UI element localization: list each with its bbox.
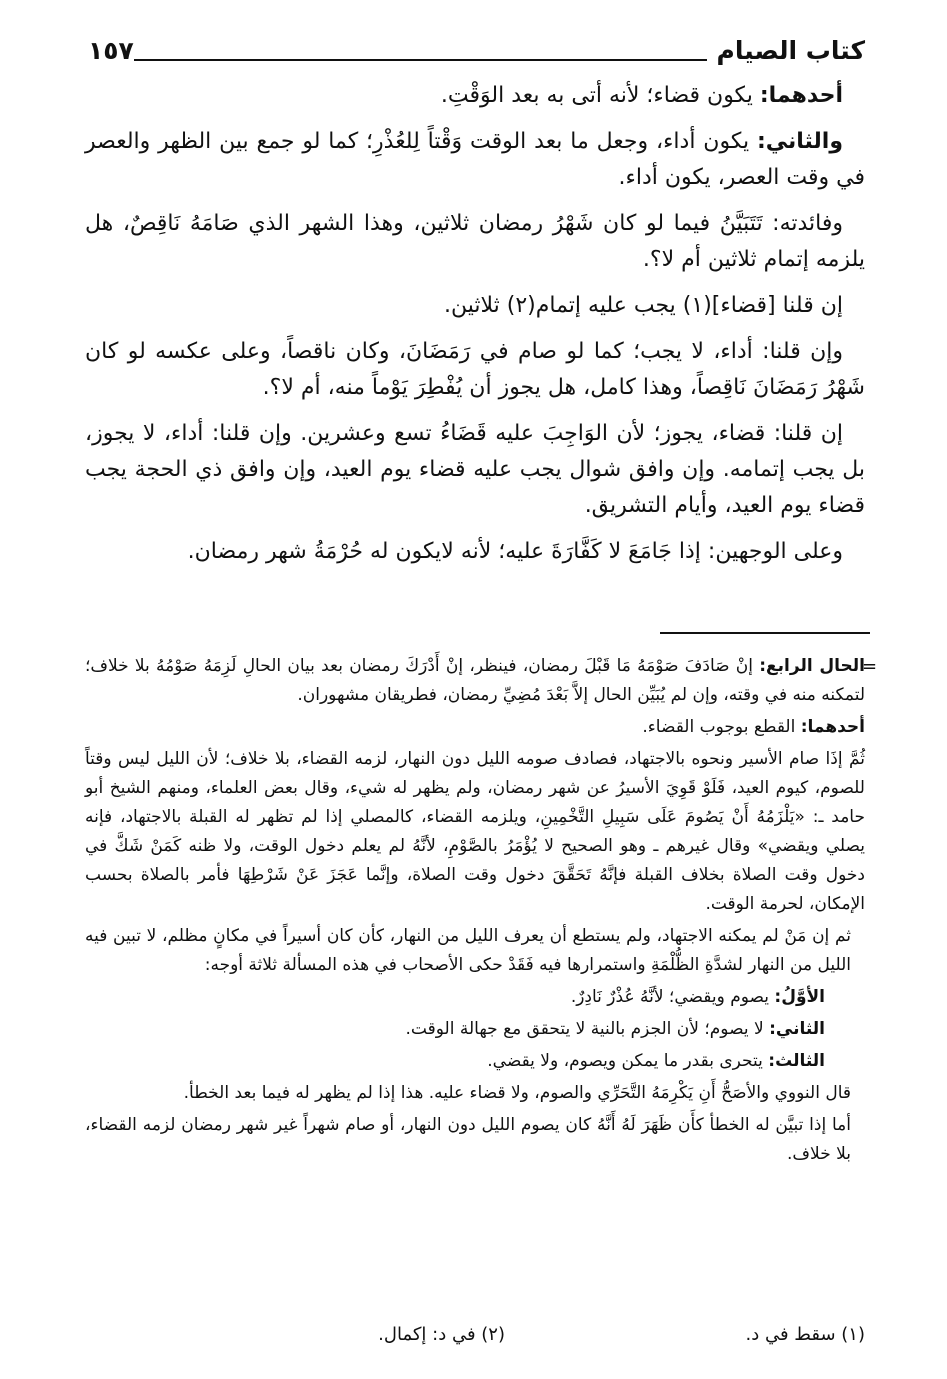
paragraph-1 xyxy=(85,78,865,114)
note-5 xyxy=(85,983,865,1012)
note-2-text: القطع بوجوب القضاء. xyxy=(642,717,796,737)
note-1 xyxy=(85,652,865,710)
note-7-text: يتحرى بقدر ما يمكن ويصوم، ولا يقضي. xyxy=(487,1051,763,1071)
paragraph-7: وعلى الوجهين: إذا جَامَعَ لا كَفَّارَةَ عليه؛ لأنه لايكون له حُرْمَةُ شهر رمضان. xyxy=(187,539,843,564)
paragraph-1-lead: أحدهما: xyxy=(759,83,843,108)
note-7 xyxy=(85,1047,865,1076)
note-8: قال النووي والأصَحُّ أَنِ يَكْرِمَهُ التَّحَرِّي والصوم، ولا قضاء عليه. هذا إذا لم يظهر له فيما بعد الخطأ. xyxy=(183,1083,851,1103)
continuation-marker: = xyxy=(862,656,878,677)
paragraph-2-lead: والثاني: xyxy=(756,129,843,154)
commentary-notes xyxy=(85,652,865,1172)
footnote-2: (٢) في د: إكمال. xyxy=(378,1324,505,1345)
page-header xyxy=(88,36,865,72)
notes-separator xyxy=(660,632,870,634)
paragraph-2 xyxy=(85,124,865,196)
note-9: أما إذا تبيَّن له الخطأ كأَن ظَهَرَ لَهُ أَنَّهُ كان يصوم الليل دون النهار، أو صام شهراً غير شهر رمضان لزمه القضاء، بلا خلاف. xyxy=(85,1115,851,1164)
note-4: ثم إن مَنْ لم يمكنه الاجتهاد، ولم يستطع أن يعرف الليل من النهار، كأن كان أسيراً في مكانٍ مظلم، لا تبين فيه الليل من النهار لشدَّةِ الظُّلْمَةِ واستمرارها فيه فَقَدْ حكى الأصحاب في هذه المسألة ثلاثة أوجه: xyxy=(85,926,851,975)
main-text xyxy=(85,78,865,580)
note-7-lead: الثالث: xyxy=(768,1051,825,1071)
note-3: ثُمَّ إذَا صام الأسير ونحوه بالاجتهاد، فصادف صومه الليل دون النهار، لزمه القضاء، بلا خلاف؛ لأن الليل ليس وقتاً للصوم، كيوم العيد، فَلَوْ قَوِيَ الأسيرُ عن شهر رمضان، ولم يظهر له شيء، وقال بعض العلماء، ومنهم الشيخ أبو حامد ـ: «يَلْزَمُهُ أَنْ يَصُومَ عَلَى سَبِيلِ التَّخْمِينِ، ويلزمه القضاء، كالمصلي إذا لم تظهر له القبلة بالاجتهاد، فإنه يصلي ويقضي» وقال غيرهم ـ وهو الصحيح لا يُؤْمَرُ بالصَّوْمِ، لأنَّهُ لم يعلم دخول الوقت، ولا ظنه كَمَنْ شَكَّ في دخول وقت الصلاة بخلاف القبلة فإنَّهُ تَحَقَّقَ دخول وقت الصلاة، وإنَّما عَجَزَ عَنْ شَرْطِهَا فأمر بالصلاة بحسب الإمكان، لحرمة الوقت. xyxy=(85,749,865,914)
note-1-lead: الحال الرابع: xyxy=(759,656,866,676)
page-number: ١٥٧ xyxy=(88,36,134,65)
paragraph-1-text: يكون قضاء؛ لأنه أتى به بعد الوَقْتِ. xyxy=(440,83,753,108)
footnotes xyxy=(85,1324,865,1354)
note-2 xyxy=(85,713,865,742)
note-2-lead: أحدهما: xyxy=(800,717,865,737)
note-5-lead: الأوَّلُ: xyxy=(774,987,825,1007)
paragraph-4: إن قلنا [قضاء](١) يجب عليه إتمام(٢) ثلاثين. xyxy=(444,293,843,318)
chapter-title: كتاب الصيام xyxy=(716,36,865,65)
paragraph-5: وإن قلنا: أداء، لا يجب؛ كما لو صام في رَمَضَانَ، وكان ناقصاً، وعلى عكسه لو كان شَهْرُ رَمَضَانَ نَاقِصاً، وهذا كامل، هل يجوز أن يُفْطِرَ يَوْماً منه، أم لا؟. xyxy=(85,339,865,400)
paragraph-3: وفائدته: تَتَبَيَّنُ فيما لو كان شَهْرُ رمضان ثلاثين، وهذا الشهر الذي صَامَهُ نَاقِصٌ، هل يلزمه إتمام ثلاثين أم لا؟. xyxy=(85,211,865,272)
note-5-text: يصوم ويقضي؛ لأنَّهُ عُذْرٌ نَادِرٌ. xyxy=(570,987,769,1007)
paragraph-2-text: يكون أداء، وجعل ما بعد الوقت وَقْتاً لِلعُذْرِ؛ كما لو جمع بين الظهر والعصر في وقت العصر، يكون أداء. xyxy=(85,129,865,190)
note-6-text: لا يصوم؛ لأن الجزم بالنية لا يتحقق مع جهالة الوقت. xyxy=(405,1019,764,1039)
header-rule xyxy=(134,59,707,61)
note-6 xyxy=(85,1015,865,1044)
footnote-1: (١) سقط في د. xyxy=(745,1324,865,1345)
paragraph-6: إن قلنا: قضاء، يجوز؛ لأن الوَاجِبَ عليه قَضَاءُ تسع وعشرين. وإن قلنا: أداء، لا يجوز، بل يجب إتمامه. وإن وافق شوال يجب عليه قضاء يوم العيد، وإن وافق ذي الحجة يجب قضاء يوم العيد، وأيام التشريق. xyxy=(85,421,865,518)
note-6-lead: الثاني: xyxy=(769,1019,825,1039)
note-1-text: إنْ صَادَفَ صَوْمَهُ مَا قَبْلَ رمضان، فينظر، إنْ أَدْرَكَ رمضان بعد بيان الحالِ لَزِمَهُ صَوْمُهُ بلا خلاف؛ لتمكنه منه في وقته، وإن لم يُبَيِّن الحال إلاَّ بَعْدَ مُضِيِّ رمضان، فطريقان مشهوران. xyxy=(85,656,865,705)
